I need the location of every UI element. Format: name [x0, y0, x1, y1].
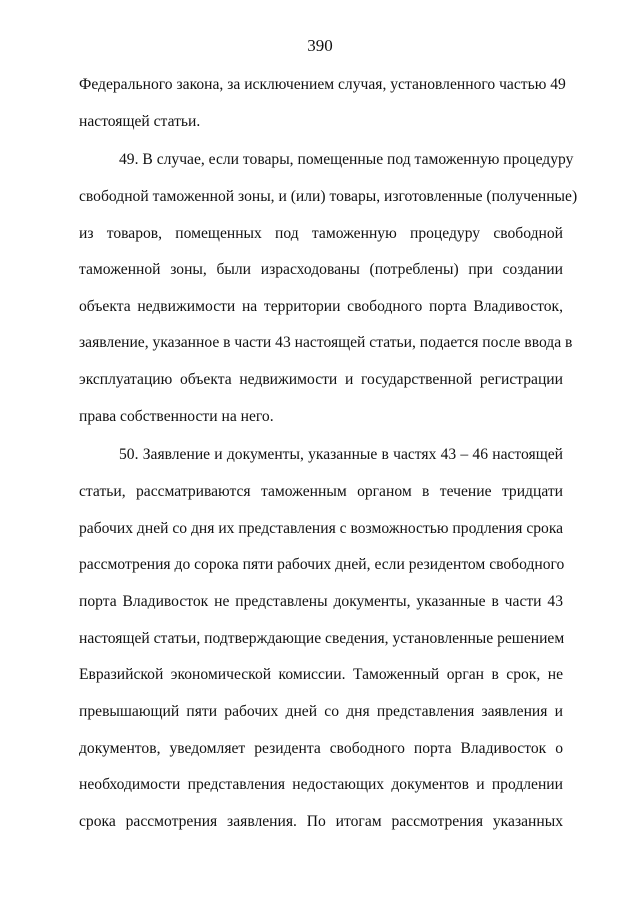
text-line: таможенной зоны, были израсходованы (потреблены) при создании: [79, 261, 563, 279]
text-line: необходимости представления недостающих документов и продлении: [79, 776, 563, 794]
text-line: превышающий пяти рабочих дней со дня представления заявления и: [79, 702, 563, 720]
text-line: объекта недвижимости на территории свободного порта Владивосток,: [79, 297, 563, 315]
text-line: документов, уведомляет резидента свободного порта Владивосток о: [79, 739, 563, 757]
text-line: настоящей статьи, подтверждающие сведения, установленные решением: [79, 629, 565, 647]
text-line: Евразийской экономической комиссии. Таможенный орган в срок, не: [79, 666, 563, 684]
text-line: заявление, указанное в части 43 настоящей статьи, подается после ввода в: [79, 334, 573, 352]
text-line: рассмотрения до сорока пяти рабочих дней, если резидентом свободного: [79, 556, 565, 574]
text-line: срока рассмотрения заявления. По итогам рассмотрения указанных: [79, 812, 563, 830]
text-line: свободной таможенной зоны, и (или) товары, изготовленные (полученные): [79, 187, 578, 205]
text-line: эксплуатацию объекта недвижимости и государственной регистрации: [79, 371, 563, 389]
text-line: из товаров, помещенных под таможенную процедуру свободной: [79, 224, 563, 242]
text-line: рабочих дней со дня их представления с возможностью продления срока: [79, 519, 564, 537]
text-line: Федерального закона, за исключением случая, установленного частью 49: [79, 76, 566, 93]
paragraph-50: [79, 442, 563, 845]
paragraph-49: [79, 147, 578, 440]
document-body: [79, 72, 578, 845]
text-line: права собственности на него.: [79, 407, 274, 425]
text-line: 49. В случае, если товары, помещенные под таможенную процедуру: [119, 151, 574, 169]
text-line: порта Владивосток не представлены документы, указанные в части 43: [79, 592, 563, 610]
page-number: 390: [307, 36, 333, 55]
paragraph-continuation: [79, 72, 566, 145]
text-line: настоящей статьи.: [79, 112, 201, 130]
text-line: статьи, рассматриваются таможенным органом в течение тридцати: [79, 483, 563, 501]
text-line: 50. Заявление и документы, указанные в частях 43 – 46 настоящей: [119, 446, 563, 464]
